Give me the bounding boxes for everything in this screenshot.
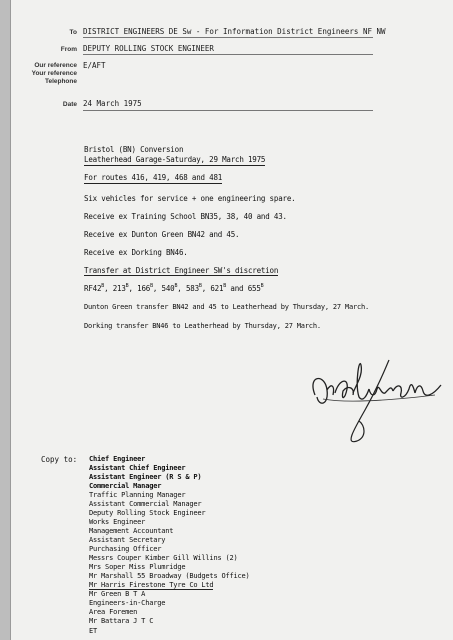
receive-dorking-line: Receive ex Dorking BN46. (84, 248, 188, 257)
to-label: To (69, 29, 77, 36)
dorking-transfer-line: Dorking transfer BN46 to Leatherhead by Thursday, 27 March. (84, 322, 321, 330)
copy-to-item: Mr Marshall 55 Broadway (Budgets Office) (89, 572, 250, 580)
copy-to-item: Mr Battara J T C (89, 617, 154, 625)
copy-to-item: Mrs Soper Miss Plumridge (89, 563, 186, 571)
copy-to-item: Assistant Chief Engineer (89, 464, 186, 472)
copy-to-item: Purchasing Officer (89, 545, 162, 553)
copy-to-item: Area Foremen (89, 608, 138, 616)
rf-item: $RF42^B$, (84, 283, 113, 293)
rf-item: $621^B$ and (210, 283, 248, 293)
transfer-heading: Transfer at District Engineer SW's discretion (84, 266, 279, 275)
receive-dunton-line: Receive ex Dunton Green BN42 and 45. (84, 230, 240, 239)
rf-item: $655^B$ (247, 283, 264, 293)
vehicles-line: Six vehicles for service + one engineering spare. (84, 194, 296, 203)
copy-to-item: Assistant Engineer (R S & P) (89, 473, 202, 481)
telephone-label: Telephone (44, 78, 77, 85)
copy-to-item: Assistant Secretary (89, 536, 166, 544)
copy-to-item: Deputy Rolling Stock Engineer (89, 509, 206, 517)
from-value: DEPUTY ROLLING STOCK ENGINEER (83, 44, 214, 53)
from-label: From (60, 46, 77, 53)
date-label: Date (62, 101, 77, 108)
to-recipient: DISTRICT ENGINEERS DE Sw (83, 27, 192, 36)
our-reference-value: E/AFT (83, 61, 106, 70)
copy-to-label: Copy to: (41, 455, 78, 464)
signature (305, 355, 445, 450)
copy-to-item: ET (89, 627, 98, 635)
to-cc: - For Information District Engineers NF NW (191, 27, 386, 36)
from-rule (83, 54, 373, 55)
rf-item: $583^B$, (185, 283, 211, 293)
rf-item: $166^B$, (137, 283, 162, 293)
to-rule (83, 37, 373, 38)
rf-item: $213^B$, (112, 283, 138, 293)
copy-to-item: Messrs Couper Kimber Gill Willins (2) (89, 554, 238, 562)
subject-line-1: Bristol (BN) Conversion (84, 145, 184, 154)
copy-to-item: Works Engineer (89, 518, 146, 526)
copy-to-item: Mr Green B T A (89, 590, 146, 598)
copy-to-item: Chief Engineer (89, 455, 146, 463)
date-value: 24 March 1975 (83, 99, 142, 108)
date-rule (83, 110, 373, 111)
dunton-transfer-line: Dunton Green transfer BN42 and 45 to Leatherhead by Thursday, 27 March. (84, 303, 370, 311)
memo-page (10, 0, 453, 640)
copy-to-item: Management Accountant (89, 527, 174, 535)
copy-to-item: Mr Harris Firestone Tyre Co Ltd (89, 581, 214, 589)
rf-item: $540^B$, (161, 283, 186, 293)
copy-to-item: Engineers-in-Charge (89, 599, 166, 607)
to-value (83, 27, 386, 36)
our-reference-label: Our reference (34, 62, 77, 69)
your-reference-label: Your reference (31, 70, 77, 77)
routes-line: For routes 416, 419, 468 and 481 (84, 173, 223, 182)
rf-list (84, 283, 263, 293)
receive-training-line: Receive ex Training School BN35, 38, 40 and 43. (84, 212, 287, 221)
subject-line-2: Leatherhead Garage-Saturday, 29 March 1975 (84, 155, 266, 164)
copy-to-item: Commercial Manager (89, 482, 162, 490)
copy-to-item: Traffic Planning Manager (89, 491, 186, 499)
copy-to-item: Assistant Commercial Manager (89, 500, 202, 508)
